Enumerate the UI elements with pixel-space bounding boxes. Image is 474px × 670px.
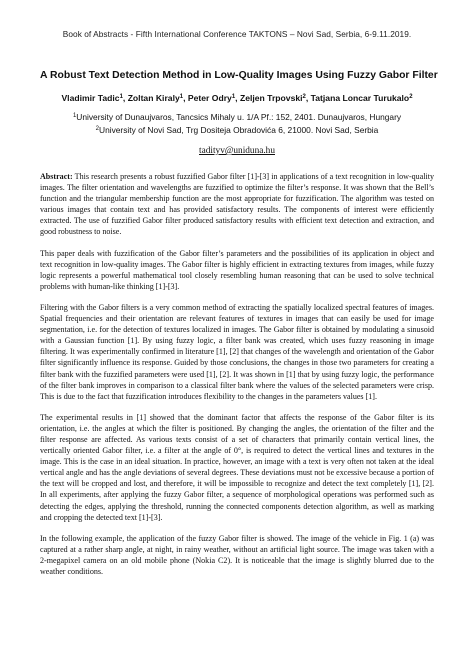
- author-name: Peter Odry: [187, 93, 232, 103]
- abstract: [40, 171, 434, 238]
- author-affiliation-mark: 2: [302, 94, 306, 100]
- affiliation-mark: 2: [95, 125, 100, 132]
- abstract-label: Abstract:: [40, 172, 73, 181]
- author-name: Zeljen Trpovski: [239, 93, 303, 103]
- author-affiliation-mark: 1: [119, 94, 123, 100]
- email-link[interactable]: tadityv@uniduna.hu: [199, 146, 275, 156]
- abstract-text: This research presents a robust fuzzified Gabor filter [1]-[3] in applications of a text recognition in low-quality images. The filter orientation and wavelengths are fuzzified to optimize the filter’s response. It was shown that the Bell’s function and the triangular membership function are the most appropriate for fuzzification. The algorithm was tested on various images that contain text and has provided satisfactory results. The components of interest were efficiently extracted. The use of fuzzified Gabor filter produced satisfactory results with efficient text detection and extraction, and good robustness to noise.: [40, 172, 435, 237]
- body-paragraph: The experimental results in [1] showed that the dominant factor that affects the response of the Gabor filter is its orientation, i.e. the angles at which the filter is positioned. By changing the angles, the orientation of the filter and the filter response are affected. As various texts consist of a set of characters that primarily contain vertical lines, the vertically oriented Gabor filter, i.e. a filter at the angle of 0°, is required to detect the vertical lines and textures in the image. This is the case in an ideal situation. In practice, however, an image with a text is very often not taken at the ideal vertical angle and has the angle deviations of several degrees. These deviations must not be excessive because a portion of the text will be cropped and lost, and therefore, it will be impossible to recognize and detect the text completely [1], [2]. In all experiments, after applying the fuzzy Gabor filter, a sequence of morphological operations was performed such as detecting the edges, applying the threshold, running the connected components detection algorithm, as well as marking and cropping the detected text [1]-[3].: [40, 412, 435, 522]
- body-paragraph: This paper deals with fuzzification of the Gabor filter’s parameters and the possibilities of its application in object and text recognition in low-quality images. The Gabor filter is highly efficient in extracting textures from images, while fuzzy logic represents a powerful mathematical tool closely resembling human reasoning that can be used to solve technical problems with human-like thinking [1]-[3].: [40, 248, 434, 291]
- affiliation-mark: 1: [72, 113, 77, 119]
- author-name: Vladimir Tadic: [61, 93, 120, 103]
- contact-email: [40, 146, 434, 156]
- author-affiliation-mark: 2: [409, 94, 413, 100]
- body-paragraph: Filtering with the Gabor filters is a very common method of extracting the spatially localized spectral features of images. Spatial frequencies and their orientation are relevant features of textures in images that can easily be used for image segmentation, i.e. for the detection of textures localized in images. The Gabor filter is obtained by modulating a sinusoid with a Gaussian function [1]. By using fuzzy logic, a filter bank was created, which uses fuzzy reasoning in image filtering. It was experimentally confirmed in literature [1], [2] that changes of the wavelength and orientation of the Gabor filter significantly influence its response. Guided by those conclusions, the changes in those two parameters for creating a filter bank with the fuzzified parameters were used [1], [2]. It was shown in [1] that by using fuzzy logic, the performance of the filter bank improves in comparison to a classical filter bank where the values of the selected parameters were crisp. This is due to the fact that fuzzification introduces flexibility to the changes in the parameters values [1].: [40, 302, 434, 401]
- affiliation-text: University of Novi Sad, Trg Dositeja Obradovića 6, 21000. Novi Sad, Serbia: [99, 124, 379, 135]
- paper-title: A Robust Text Detection Method in Low-Quality Images Using Fuzzy Gabor Filter: [40, 70, 438, 81]
- author-affiliation-mark: 1: [231, 94, 236, 100]
- running-header: Book of Abstracts - Fifth International Conference TAKTONS – Novi Sad, Serbia, 6-9.11.2019.: [62, 29, 412, 39]
- affiliation-text: University of Dunaujvaros, Tancsics Mihaly u. 1/A Pf.: 152, 2401. Dunaujvaros, Hungary: [76, 112, 402, 122]
- affiliation: [40, 111, 434, 124]
- author-name: Zoltan Kiraly: [127, 93, 180, 103]
- body-paragraph: In the following example, the application of the fuzzy Gabor filter is showed. The image of the vehicle in Fig. 1 (a) was captured at a rather sharp angle, at night, in rainy weather, without an artificial light source. The image was taken with a 2-megapixel camera on an old mobile phone (Nokia C2). It is noticeable that the image is slightly blurred due to the weather conditions.: [40, 533, 434, 576]
- author-list: Vladimir Tadic$^1$, Zoltan Kiraly$^1$, Peter Odry$^1$, Zeljen Trpovski$^2$, Tatjana Loncar Turukalo$^2$: [61, 93, 413, 103]
- affiliation: [40, 124, 434, 137]
- author-affiliation-mark: 1: [179, 94, 184, 100]
- author-name: Tatjana Loncar Turukalo: [310, 93, 410, 103]
